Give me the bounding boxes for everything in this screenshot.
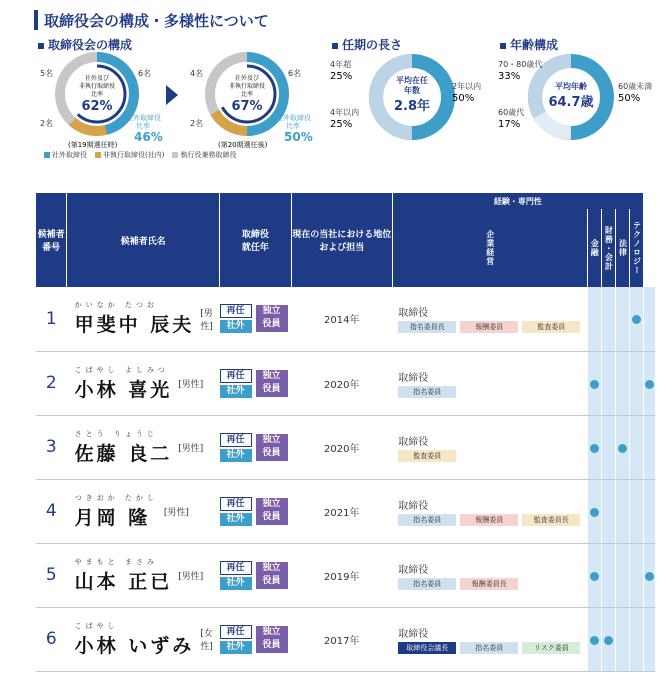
skill-law-cell (630, 351, 644, 415)
age-seg3-label: 60歳代 (498, 108, 525, 117)
skill-finance-cell (601, 479, 615, 543)
row-name: 月岡 隆 (74, 506, 151, 529)
table-row (36, 351, 655, 415)
row-year: 2020年 (291, 351, 392, 415)
header-position: 現在の当社における地位および担当 (291, 193, 392, 287)
row-name-cell (67, 479, 220, 543)
row-name-cell (67, 415, 220, 479)
row-gender: [男性] (178, 379, 204, 390)
header-name: 候補者氏名 (67, 193, 220, 287)
row-year: 2014年 (291, 287, 392, 351)
skill-dot-icon (645, 380, 654, 389)
age-title: 年齢構成 (500, 36, 558, 53)
outside-badge: 社外 (220, 577, 252, 590)
tenure-center-value: 2.8年 (393, 99, 431, 114)
skill-dot-icon (590, 636, 599, 645)
chart2-center-line3: 比率 (240, 91, 254, 98)
chart1-left-bottom: 2名 (40, 119, 54, 128)
skill-finance-cell (601, 543, 615, 607)
outside-badge: 社外 (220, 385, 252, 398)
committee-tag: 報酬委員 (460, 321, 518, 333)
skill-law-cell (630, 607, 644, 671)
row-badges (220, 479, 292, 543)
row-name: 山本 正已 (74, 570, 173, 593)
chart1-outside-label1: 社外取締役 (126, 114, 161, 122)
reappointed-badge: 再任 (220, 369, 252, 383)
independent-badge: 独立 役員 (256, 562, 288, 589)
age-center-value: 64.7歳 (548, 95, 594, 110)
skill-technology-cell (644, 351, 655, 415)
skill-accounting-cell (615, 543, 629, 607)
row-year: 2019年 (291, 543, 392, 607)
row-name-cell (67, 351, 220, 415)
table-row (36, 479, 655, 543)
row-position (392, 479, 587, 543)
row-badges (220, 543, 292, 607)
composition-legend (44, 150, 236, 160)
tenure-seg3-label: 4年以内 (330, 108, 360, 117)
row-furigana: さとう りょうじ (74, 429, 158, 438)
skill-technology-cell (644, 607, 655, 671)
tenure-donut-chart (330, 55, 490, 155)
independent-badge: 独立 役員 (256, 305, 288, 332)
tenure-seg1-pct: 25% (330, 71, 353, 82)
header-year: 取締役就任年 (220, 193, 292, 287)
skill-law-cell (630, 479, 644, 543)
skill-finance-cell (601, 415, 615, 479)
skill-law-cell (630, 415, 644, 479)
row-furigana: つきおか たかし (74, 493, 158, 502)
row-role: 取締役 (398, 500, 429, 512)
skill-dot-icon (632, 315, 641, 324)
outside-badge: 社外 (220, 320, 252, 333)
age-center-line1: 平均年齢 (555, 82, 587, 91)
committee-tag: 取締役会議長 (398, 642, 456, 654)
legend-nonexec-label: 非執行取締役(社内) (103, 151, 165, 159)
reappointed-badge: 再任 (220, 497, 252, 511)
skill-accounting-cell (615, 479, 629, 543)
independent-badge: 独立 役員 (256, 498, 288, 525)
committee-tag: リスク委員 (522, 642, 580, 654)
skill-accounting-cell (615, 351, 629, 415)
arrow-right-icon (166, 85, 180, 105)
chart2-outside-label1: 社外取締役 (276, 114, 311, 122)
committee-tag: 指名委員長 (398, 321, 456, 333)
committee-tag: 報酬委員 (460, 514, 518, 526)
age-seg2-label: 60歳未満 (618, 82, 653, 91)
chart1-center-line3: 比率 (90, 91, 104, 98)
reappointed-badge: 再任 (220, 304, 252, 318)
committee-tag: 指名委員 (398, 514, 456, 526)
chart1-right-top: 6名 (138, 69, 152, 78)
row-position (392, 351, 587, 415)
row-position (392, 287, 587, 351)
chart2-outside-pct: 50% (284, 130, 313, 144)
tenure-seg2-label: 2年以内 (452, 82, 482, 91)
skill-dot-icon (604, 636, 613, 645)
reappointed-badge: 再任 (220, 561, 252, 575)
row-year: 2020年 (291, 415, 392, 479)
chart2-outside-label2: 比率 (286, 122, 300, 130)
candidates-table (36, 193, 655, 672)
row-num: 5 (36, 543, 67, 607)
age-seg1-pct: 33% (498, 71, 521, 82)
table-row (36, 607, 655, 671)
committee-tag: 指名委員 (398, 386, 456, 398)
chart1-center-line2: 非執行取締役 (78, 83, 116, 90)
skill-dot-icon (618, 444, 627, 453)
skill-law-cell (630, 287, 644, 351)
age-seg3-pct: 17% (498, 119, 521, 130)
row-role: 取締役 (398, 628, 429, 640)
row-role: 取締役 (398, 308, 429, 320)
row-gender: [女性] (200, 629, 213, 652)
row-name: 小林 いずみ (74, 634, 195, 657)
title-accent-bar (34, 10, 38, 30)
skill-management-cell (587, 543, 601, 607)
chart1-outside-label2: 比率 (136, 122, 150, 130)
tenure-seg2-pct: 50% (452, 93, 475, 104)
header-skill-management: 企業経営 (392, 209, 587, 287)
chart2-left-top: 4名 (190, 69, 204, 78)
legend-exec (172, 150, 236, 160)
independent-badge: 独立 役員 (256, 370, 288, 397)
chart2-center-line2: 非執行取締役 (228, 83, 266, 90)
row-num: 6 (36, 607, 67, 671)
header-skill-technology: テクノロジー (630, 209, 644, 287)
row-name: 佐藤 良二 (74, 442, 173, 465)
row-year: 2017年 (291, 607, 392, 671)
chart2-center-line1: 社外及び (234, 75, 260, 82)
row-name-cell (67, 287, 220, 351)
committee-tag: 監査委員 (522, 321, 580, 333)
committee-tag: 指名委員 (460, 642, 518, 654)
row-gender: [男性] (178, 443, 204, 454)
chart1-left-top: 5名 (40, 69, 54, 78)
row-num: 2 (36, 351, 67, 415)
independent-badge: 独立 役員 (256, 434, 288, 461)
chart1-outside-pct: 46% (134, 130, 163, 144)
row-gender: [男性] (178, 571, 204, 582)
row-furigana: こばやし (74, 621, 119, 630)
skill-dot-icon (590, 380, 599, 389)
composition-donut-chart-1 (40, 52, 180, 152)
outside-badge: 社外 (220, 641, 252, 654)
header-skill-accounting: 財務・会計 (601, 209, 615, 287)
skill-accounting-cell (615, 607, 629, 671)
chart1-center-line1: 社外及び (84, 75, 110, 82)
skill-technology-cell (644, 479, 655, 543)
skill-dot-icon (590, 508, 599, 517)
legend-exec-label: 執行役兼務取締役 (180, 151, 237, 159)
skill-technology-cell (644, 287, 655, 351)
skill-finance-cell (601, 351, 615, 415)
skill-dot-icon (590, 444, 599, 453)
skill-technology-cell (644, 415, 655, 479)
row-num: 4 (36, 479, 67, 543)
row-role: 取締役 (398, 436, 429, 448)
composition-donut-chart-2 (190, 52, 330, 152)
row-badges (220, 351, 292, 415)
row-year: 2021年 (291, 479, 392, 543)
chart2-left-bottom: 2名 (190, 119, 204, 128)
committee-tag: 指名委員 (398, 578, 456, 590)
chart1-center-pct: 62% (81, 99, 113, 114)
age-seg1-label: 70・80歳代 (498, 60, 543, 69)
row-name-cell (67, 543, 220, 607)
committee-tag: 監査委員 (398, 450, 456, 462)
row-name: 小林 喜光 (74, 378, 173, 401)
row-badges (220, 607, 292, 671)
table-row (36, 415, 655, 479)
skill-law-cell (630, 543, 644, 607)
chart2-right-top: 6名 (288, 69, 302, 78)
skill-technology-cell (644, 543, 655, 607)
row-gender: [男性] (163, 507, 189, 518)
skill-dot-icon (645, 572, 654, 581)
skill-management-cell (587, 479, 601, 543)
tenure-center-line1: 平均在任 (396, 76, 428, 85)
row-name-cell (67, 607, 220, 671)
legend-nonexec (95, 150, 164, 160)
reappointed-badge: 再任 (220, 625, 252, 639)
legend-outside (44, 150, 87, 160)
page-title: 取締役会の構成・多様性について (44, 12, 269, 30)
row-position (392, 415, 587, 479)
header-num: 候補者番号 (36, 193, 67, 287)
row-gender: [男性] (200, 308, 213, 332)
row-role: 取締役 (398, 564, 429, 576)
row-furigana: こばやし よしみつ (74, 365, 169, 374)
table-row (36, 543, 655, 607)
header-skill-law: 法律 (615, 209, 629, 287)
composition-title: 取締役会の構成 (38, 36, 132, 53)
row-role: 取締役 (398, 372, 429, 384)
skill-dot-icon (590, 572, 599, 581)
row-badges (220, 287, 292, 351)
row-furigana: かいなか たつお (74, 301, 158, 310)
table-row (36, 287, 655, 351)
row-position (392, 543, 587, 607)
skill-management-cell (587, 287, 601, 351)
age-donut-chart (498, 55, 658, 155)
outside-badge: 社外 (220, 513, 252, 526)
legend-outside-label: 社外取締役 (52, 151, 87, 159)
committee-tag: 報酬委員長 (460, 578, 518, 590)
row-name: 甲斐中 辰夫 (74, 314, 195, 337)
row-position (392, 607, 587, 671)
skill-finance-cell (601, 287, 615, 351)
header-skill-finance: 金融 (587, 209, 601, 287)
chart2-center-pct: 67% (231, 99, 263, 114)
tenure-title: 任期の長さ (332, 36, 402, 53)
chart2-caption: (第20期選任後) (218, 141, 268, 149)
age-seg2-pct: 50% (618, 93, 641, 104)
skill-accounting-cell (615, 287, 629, 351)
reappointed-badge: 再任 (220, 433, 252, 447)
row-furigana: やまもと まさみ (74, 557, 158, 566)
skill-management-cell (587, 415, 601, 479)
skill-management-cell (587, 351, 601, 415)
tenure-seg1-label: 4年超 (330, 60, 352, 69)
committee-tag: 監査委員長 (522, 514, 580, 526)
tenure-center-line2: 年数 (404, 86, 420, 95)
header-expertise: 経験・専門性 (392, 193, 643, 209)
row-num: 3 (36, 415, 67, 479)
skill-finance-cell (601, 607, 615, 671)
row-badges (220, 415, 292, 479)
outside-badge: 社外 (220, 449, 252, 462)
tenure-seg3-pct: 25% (330, 119, 353, 130)
chart1-caption: (第19期選任時) (68, 141, 118, 149)
row-num: 1 (36, 287, 67, 351)
skill-management-cell (587, 607, 601, 671)
independent-badge: 独立 役員 (256, 626, 288, 653)
skill-accounting-cell (615, 415, 629, 479)
